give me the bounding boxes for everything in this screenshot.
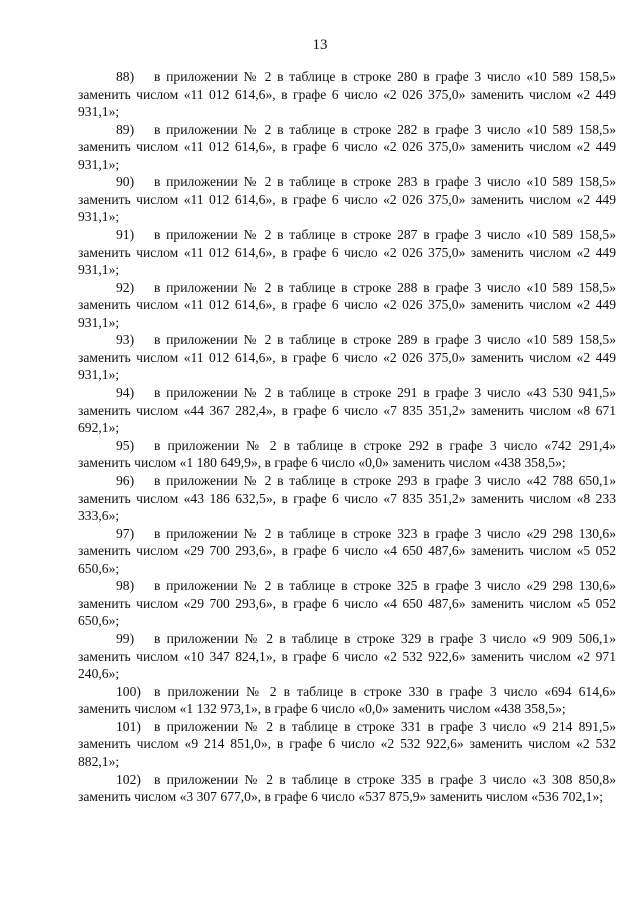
item-number: 94) [116, 385, 135, 401]
item-number: 98) [116, 578, 135, 594]
item-text: в приложении № 2 в таблице в строке 283 в графе 3 число «10 589 158,5» заменить числом «11 012 614,6», в графе 6 число «2 026 375,0» заменить числом «2 449 931,1»; [78, 174, 616, 225]
list-item [78, 121, 616, 174]
list-item [78, 718, 616, 771]
list-item [78, 384, 616, 437]
document-body [78, 68, 616, 806]
item-number: 90) [116, 174, 135, 190]
item-number: 89) [116, 121, 135, 137]
item-text: в приложении № 2 в таблице в строке 292 в графе 3 число «742 291,4» заменить числом «1 180 649,9», в графе 6 число «0,0» заменить числом «438 358,5»; [78, 437, 616, 471]
item-text: в приложении № 2 в таблице в строке 288 в графе 3 число «10 589 158,5» заменить числом «11 012 614,6», в графе 6 число «2 026 375,0» заменить числом «2 449 931,1»; [78, 279, 616, 330]
item-text: в приложении № 2 в таблице в строке 291 в графе 3 число «43 530 941,5» заменить числом «44 367 282,4», в графе 6 число «7 835 351,2» заменить числом «8 671 692,1»; [78, 385, 616, 436]
list-item [78, 577, 616, 630]
item-number: 100) [116, 683, 141, 699]
list-item [78, 68, 616, 121]
item-text: в приложении № 2 в таблице в строке 330 в графе 3 число «694 614,6» заменить числом «1 132 973,1», в графе 6 число «0,0» заменить числом «438 358,5»; [78, 683, 616, 717]
list-item [78, 683, 616, 718]
item-text: в приложении № 2 в таблице в строке 289 в графе 3 число «10 589 158,5» заменить числом «11 012 614,6», в графе 6 число «2 026 375,0» заменить числом «2 449 931,1»; [78, 332, 616, 383]
item-text: в приложении № 2 в таблице в строке 335 в графе 3 число «3 308 850,8» заменить числом «3 307 677,0», в графе 6 число «537 875,9» заменить числом «536 702,1»; [78, 771, 616, 805]
list-item [78, 279, 616, 332]
page-number: 13 [312, 37, 328, 53]
item-text: в приложении № 2 в таблице в строке 280 в графе 3 число «10 589 158,5» заменить числом «11 012 614,6», в графе 6 число «2 026 375,0» заменить числом «2 449 931,1»; [78, 69, 616, 119]
item-number: 96) [116, 473, 135, 488]
item-number: 93) [116, 332, 135, 348]
list-item [78, 437, 616, 472]
item-number: 102) [116, 771, 141, 787]
item-number: 99) [116, 631, 135, 647]
item-number: 95) [116, 437, 135, 453]
list-item [78, 173, 616, 226]
list-item [78, 472, 616, 525]
list-item [78, 771, 616, 806]
item-text: в приложении № 2 в таблице в строке 323 в графе 3 число «29 298 130,6» заменить числом «29 700 293,6», в графе 6 число «4 650 487,6» заменить числом «5 052 650,6»; [78, 525, 616, 576]
item-number: 97) [116, 525, 135, 541]
item-text: в приложении № 2 в таблице в строке 287 в графе 3 число «10 589 158,5» заменить числом «11 012 614,6», в графе 6 число «2 026 375,0» заменить числом «2 449 931,1»; [78, 227, 616, 278]
item-text: в приложении № 2 в таблице в строке 282 в графе 3 число «10 589 158,5» заменить числом «11 012 614,6», в графе 6 число «2 026 375,0» заменить числом «2 449 931,1»; [78, 121, 616, 172]
list-item [78, 525, 616, 578]
item-text: в приложении № 2 в таблице в строке 293 в графе 3 число «42 788 650,1» заменить числом «43 186 632,5», в графе 6 число «7 835 351,2» заменить числом «8 233 333,6»; [78, 473, 616, 523]
item-number: 91) [116, 227, 135, 243]
item-number: 88) [116, 69, 135, 84]
item-text: в приложении № 2 в таблице в строке 331 в графе 3 число «9 214 891,5» заменить числом «9 214 851,0», в графе 6 число «2 532 922,6» заменить числом «2 532 882,1»; [78, 718, 616, 769]
list-item [78, 630, 616, 683]
item-number: 101) [116, 718, 141, 734]
list-item [78, 226, 616, 279]
item-text: в приложении № 2 в таблице в строке 325 в графе 3 число «29 298 130,6» заменить числом «29 700 293,6», в графе 6 число «4 650 487,6» заменить числом «5 052 650,6»; [78, 578, 616, 629]
list-item [78, 331, 616, 384]
item-number: 92) [116, 279, 135, 295]
item-text: в приложении № 2 в таблице в строке 329 в графе 3 число «9 909 506,1» заменить числом «10 347 824,1», в графе 6 число «2 532 922,6» заменить числом «2 971 240,6»; [78, 631, 616, 682]
